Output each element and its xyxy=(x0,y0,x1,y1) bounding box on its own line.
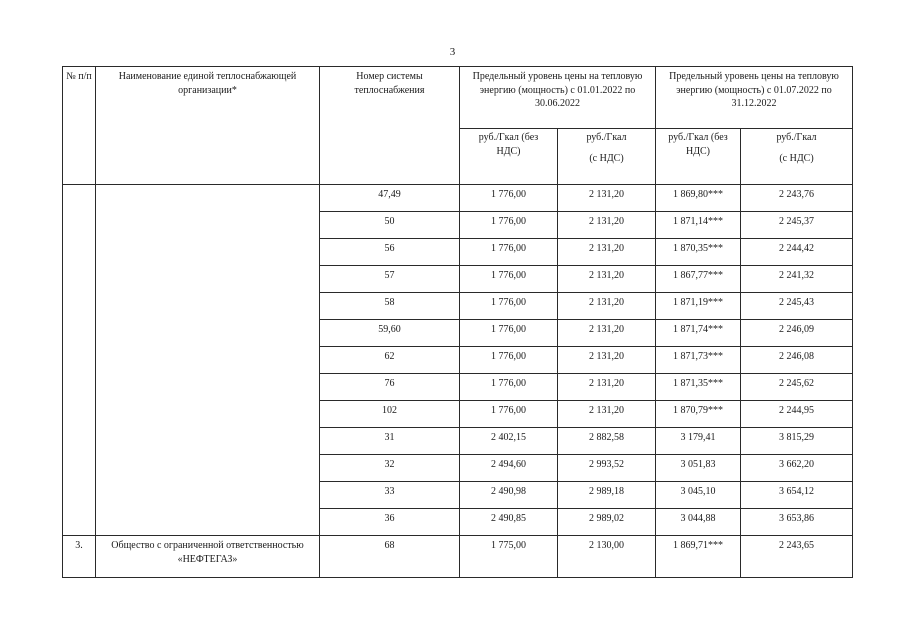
system-number-cell: 57 xyxy=(320,266,460,293)
price-p1-no-vat-cell: 2 494,60 xyxy=(460,455,558,482)
price-p1-no-vat-cell: 2 490,98 xyxy=(460,482,558,509)
price-p1-no-vat-cell: 1 776,00 xyxy=(460,347,558,374)
price-p2-vat-cell: 3 653,86 xyxy=(741,509,853,536)
price-p2-vat-cell: 3 662,20 xyxy=(741,455,853,482)
price-p2-vat-cell: 3 654,12 xyxy=(741,482,853,509)
table-row xyxy=(63,185,853,212)
price-p2-no-vat-cell: 1 871,74*** xyxy=(656,320,741,347)
price-p2-vat-cell: 2 241,32 xyxy=(741,266,853,293)
subheader-vat-note: НДС) xyxy=(496,145,521,157)
organization-name-cell: Общество с ограниченной ответственностью «НЕФТЕГАЗ» xyxy=(96,536,320,578)
system-number-cell: 32 xyxy=(320,455,460,482)
price-p1-vat-cell: 2 131,20 xyxy=(558,212,656,239)
price-p1-vat-cell: 2 131,20 xyxy=(558,320,656,347)
system-number-cell: 62 xyxy=(320,347,460,374)
subheader-spacer xyxy=(744,145,849,152)
price-p2-no-vat-cell: 3 045,10 xyxy=(656,482,741,509)
system-number-cell: 50 xyxy=(320,212,460,239)
price-p1-vat-cell: 2 131,20 xyxy=(558,374,656,401)
price-p1-vat-cell: 2 131,20 xyxy=(558,347,656,374)
price-p1-vat-cell: 2 131,20 xyxy=(558,293,656,320)
subheader-vat-note: (с НДС) xyxy=(779,152,814,164)
subheader-spacer xyxy=(561,145,652,152)
number-cell-empty xyxy=(63,185,96,536)
price-p2-vat-cell: 2 245,43 xyxy=(741,293,853,320)
price-p1-vat-cell: 2 882,58 xyxy=(558,428,656,455)
price-p2-no-vat-cell: 3 179,41 xyxy=(656,428,741,455)
header-system-number: Номер системы теплоснабжения xyxy=(320,67,460,185)
price-p2-no-vat-cell: 1 871,19*** xyxy=(656,293,741,320)
table-row xyxy=(63,536,853,578)
system-number-cell: 68 xyxy=(320,536,460,578)
subheader-p1-no-vat xyxy=(460,129,558,185)
table-body xyxy=(63,185,853,578)
system-number-cell: 59,60 xyxy=(320,320,460,347)
price-p1-no-vat-cell: 1 776,00 xyxy=(460,401,558,428)
system-number-cell: 47,49 xyxy=(320,185,460,212)
price-p1-no-vat-cell: 1 776,00 xyxy=(460,185,558,212)
subheader-p1-vat xyxy=(558,129,656,185)
subheader-unit: руб./Гкал xyxy=(586,132,627,143)
price-p2-vat-cell: 2 246,09 xyxy=(741,320,853,347)
price-p1-no-vat-cell: 1 776,00 xyxy=(460,239,558,266)
price-p1-no-vat-cell: 1 776,00 xyxy=(460,266,558,293)
subheader-unit: руб./Гкал (без xyxy=(668,132,728,143)
organization-cell-empty xyxy=(96,185,320,536)
price-p1-vat-cell: 2 131,20 xyxy=(558,239,656,266)
system-number-cell: 36 xyxy=(320,509,460,536)
price-p1-vat-cell: 2 131,20 xyxy=(558,401,656,428)
price-p2-no-vat-cell: 1 871,35*** xyxy=(656,374,741,401)
price-p2-no-vat-cell: 1 869,80*** xyxy=(656,185,741,212)
system-number-cell: 58 xyxy=(320,293,460,320)
price-p2-no-vat-cell: 3 051,83 xyxy=(656,455,741,482)
header-period-1: Предельный уровень цены на тепловую энергию (мощность) с 01.01.2022 по 30.06.2022 xyxy=(460,67,656,129)
price-p2-no-vat-cell: 1 870,79*** xyxy=(656,401,741,428)
subheader-unit: руб./Гкал (без xyxy=(478,132,539,143)
price-p1-vat-cell: 2 993,52 xyxy=(558,455,656,482)
system-number-cell: 33 xyxy=(320,482,460,509)
price-p1-vat-cell: 2 131,20 xyxy=(558,185,656,212)
page-number: 3 xyxy=(449,46,456,58)
price-p2-vat-cell: 3 815,29 xyxy=(741,428,853,455)
price-p1-no-vat-cell: 1 776,00 xyxy=(460,212,558,239)
header-number: № п/п xyxy=(63,67,96,185)
price-p2-vat-cell: 2 245,37 xyxy=(741,212,853,239)
price-p1-vat-cell: 2 130,00 xyxy=(558,536,656,578)
header-row xyxy=(63,67,853,129)
price-p1-vat-cell: 2 989,18 xyxy=(558,482,656,509)
price-p2-vat-cell: 2 243,65 xyxy=(741,536,853,578)
price-p1-no-vat-cell: 2 402,15 xyxy=(460,428,558,455)
price-p2-no-vat-cell: 1 871,14*** xyxy=(656,212,741,239)
price-p2-vat-cell: 2 246,08 xyxy=(741,347,853,374)
price-p2-no-vat-cell: 3 044,88 xyxy=(656,509,741,536)
price-p1-vat-cell: 2 989,02 xyxy=(558,509,656,536)
row-number-cell: 3. xyxy=(63,536,96,578)
system-number-cell: 56 xyxy=(320,239,460,266)
price-p2-vat-cell: 2 244,95 xyxy=(741,401,853,428)
system-number-cell: 31 xyxy=(320,428,460,455)
price-p1-no-vat-cell: 1 776,00 xyxy=(460,293,558,320)
price-p2-vat-cell: 2 244,42 xyxy=(741,239,853,266)
price-p1-no-vat-cell: 1 776,00 xyxy=(460,320,558,347)
price-p2-no-vat-cell: 1 869,71*** xyxy=(656,536,741,578)
price-p1-no-vat-cell: 1 775,00 xyxy=(460,536,558,578)
price-p2-no-vat-cell: 1 871,73*** xyxy=(656,347,741,374)
subheader-p2-vat xyxy=(741,129,853,185)
price-p2-vat-cell: 2 245,62 xyxy=(741,374,853,401)
subheader-vat-note: НДС) xyxy=(685,145,711,157)
header-organization: Наименование единой теплоснабжающей организации* xyxy=(96,67,320,185)
subheader-p2-no-vat xyxy=(656,129,741,185)
price-p2-vat-cell: 2 243,76 xyxy=(741,185,853,212)
price-p1-no-vat-cell: 1 776,00 xyxy=(460,374,558,401)
header-period-2: Предельный уровень цены на тепловую энергию (мощность) с 01.07.2022 по 31.12.2022 xyxy=(656,67,853,129)
subheader-vat-note: (с НДС) xyxy=(589,152,624,164)
system-number-cell: 76 xyxy=(320,374,460,401)
price-p1-no-vat-cell: 2 490,85 xyxy=(460,509,558,536)
system-number-cell: 102 xyxy=(320,401,460,428)
subheader-unit: руб./Гкал xyxy=(776,132,817,143)
price-p2-no-vat-cell: 1 870,35*** xyxy=(656,239,741,266)
price-p2-no-vat-cell: 1 867,77*** xyxy=(656,266,741,293)
price-p1-vat-cell: 2 131,20 xyxy=(558,266,656,293)
tariff-table xyxy=(62,66,853,578)
